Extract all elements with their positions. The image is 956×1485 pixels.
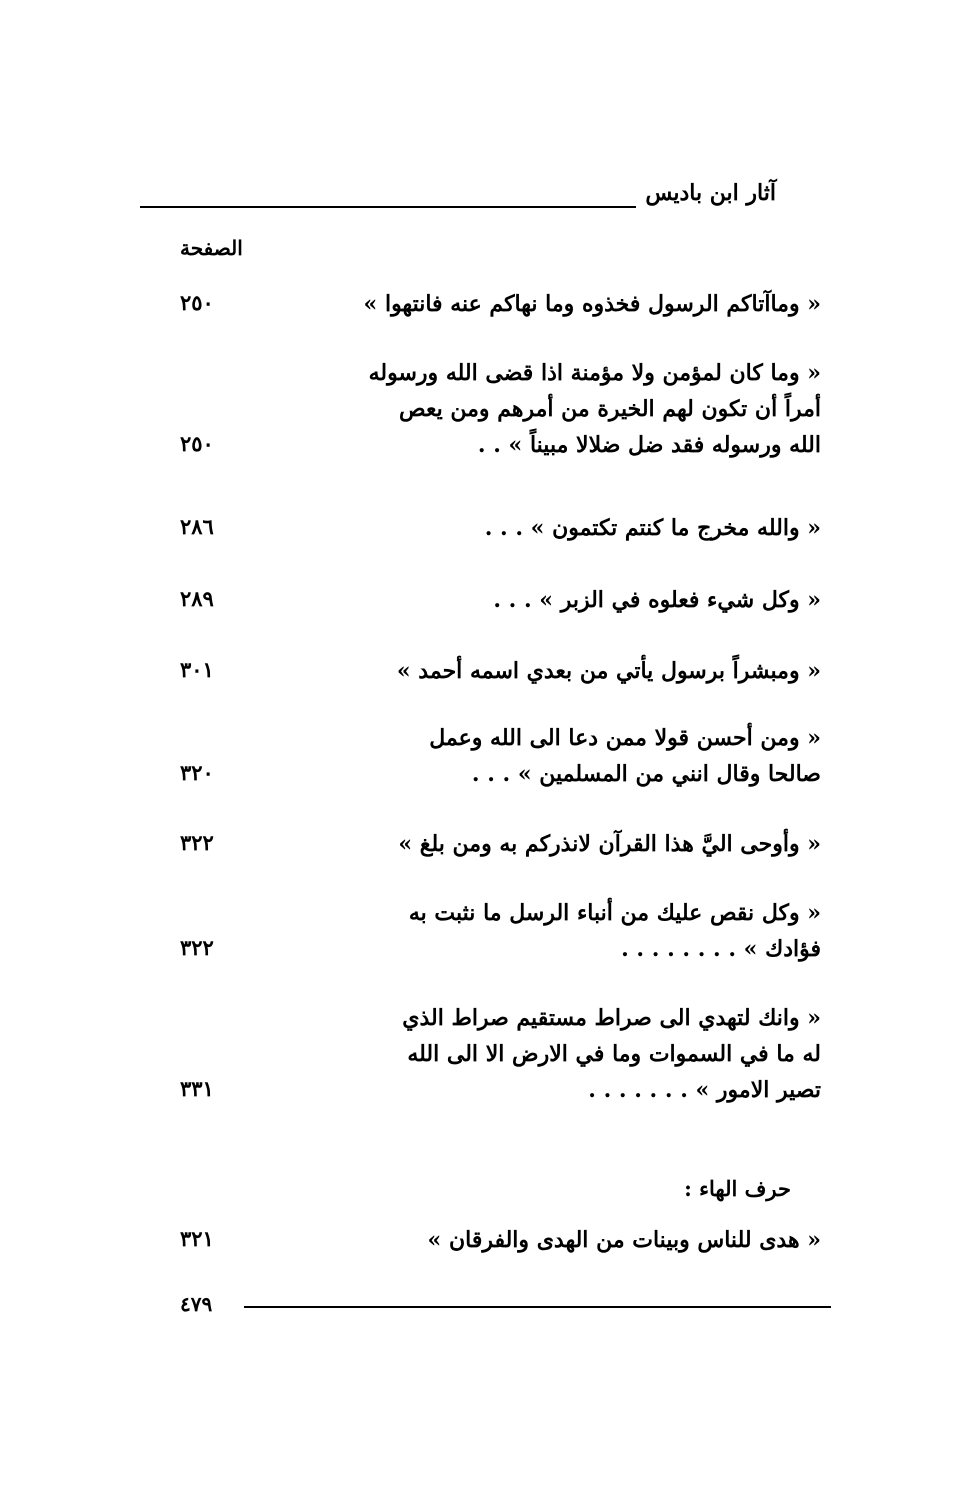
index-entry xyxy=(180,286,821,322)
entry-text xyxy=(376,653,821,689)
entry-line: « وأوحى اليَّ هذا القرآن لانذركم به ومن بلغ » xyxy=(398,831,821,857)
index-entry xyxy=(180,653,821,689)
entry-text xyxy=(376,1222,821,1258)
entry-line: فؤادك » . . . . . . . . xyxy=(621,936,821,962)
entry-page-number: ٣٢٢ xyxy=(180,830,214,855)
entry-line: « هدى للناس وبينات من الهدى والفرقان » xyxy=(427,1227,821,1253)
entry-page-number: ٢٥٠ xyxy=(180,431,214,456)
entry-text xyxy=(363,286,821,322)
entry-text xyxy=(376,826,821,862)
entry-line: له ما في السموات وما في الارض الا الى الله xyxy=(407,1041,821,1067)
entry-text xyxy=(368,355,821,463)
entry-line: « والله مخرج ما كنتم تكتمون » . . . xyxy=(484,515,821,541)
entry-line: « وانك لتهدي الى صراط مستقيم صراط الذي xyxy=(402,1005,821,1031)
entry-line: « وما كان لمؤمن ولا مؤمنة اذا قضى الله ورسوله xyxy=(368,360,821,386)
entry-page-number: ٣٢٢ xyxy=(180,935,214,960)
entry-page-number: ٢٨٦ xyxy=(180,514,214,539)
header-title: آثار ابن باديس xyxy=(645,180,776,206)
entry-text xyxy=(376,720,821,792)
footer-rule xyxy=(244,1306,831,1308)
header-rule xyxy=(140,206,636,208)
entry-line: « ومبشراً برسول يأتي من بعدي اسمه أحمد » xyxy=(396,658,821,684)
section-heading: حرف الهاء : xyxy=(684,1176,791,1201)
entry-line: أمراً أن تكون لهم الخيرة من أمرهم ومن يعص xyxy=(399,396,821,422)
entry-page-number: ٣٣١ xyxy=(180,1076,214,1101)
entry-line: الله ورسوله فقد ضل ضلالا مبيناً » . . xyxy=(477,432,821,458)
entry-text xyxy=(376,510,821,546)
index-entry xyxy=(180,1000,821,1108)
entry-text xyxy=(376,1000,821,1108)
index-entry xyxy=(180,510,821,546)
entry-line: « وماآتاكم الرسول فخذوه وما نهاكم عنه فانتهوا » xyxy=(363,291,821,317)
entry-page-number: ٢٥٠ xyxy=(180,290,214,315)
page-column-label: الصفحة xyxy=(180,236,243,260)
index-entry xyxy=(180,582,821,618)
entry-line: « ومن أحسن قولا ممن دعا الى الله وعمل xyxy=(429,725,821,751)
entry-line: تصير الامور » . . . . . . . xyxy=(588,1077,821,1103)
page-footer xyxy=(180,1292,831,1316)
entry-text xyxy=(376,582,821,618)
entry-page-number: ٣٠١ xyxy=(180,657,214,682)
index-entry xyxy=(180,720,821,792)
entry-page-number: ٢٨٩ xyxy=(180,586,214,611)
index-entry xyxy=(180,1222,821,1258)
entry-page-number: ٣٢٠ xyxy=(180,760,214,785)
index-entry xyxy=(180,826,821,862)
entry-line: « وكل نقص عليك من أنباء الرسل ما نثبت به xyxy=(408,900,821,926)
entry-text xyxy=(376,895,821,967)
footer-page-number: ٤٧٩ xyxy=(180,1292,213,1316)
index-entry xyxy=(180,355,821,463)
index-entry xyxy=(180,895,821,967)
running-header xyxy=(140,180,776,214)
entry-line: صالحا وقال انني من المسلمين » . . . xyxy=(471,761,821,787)
entry-line: « وكل شيء فعلوه في الزبر » . . . xyxy=(493,587,821,613)
entry-page-number: ٣٢١ xyxy=(180,1226,214,1251)
